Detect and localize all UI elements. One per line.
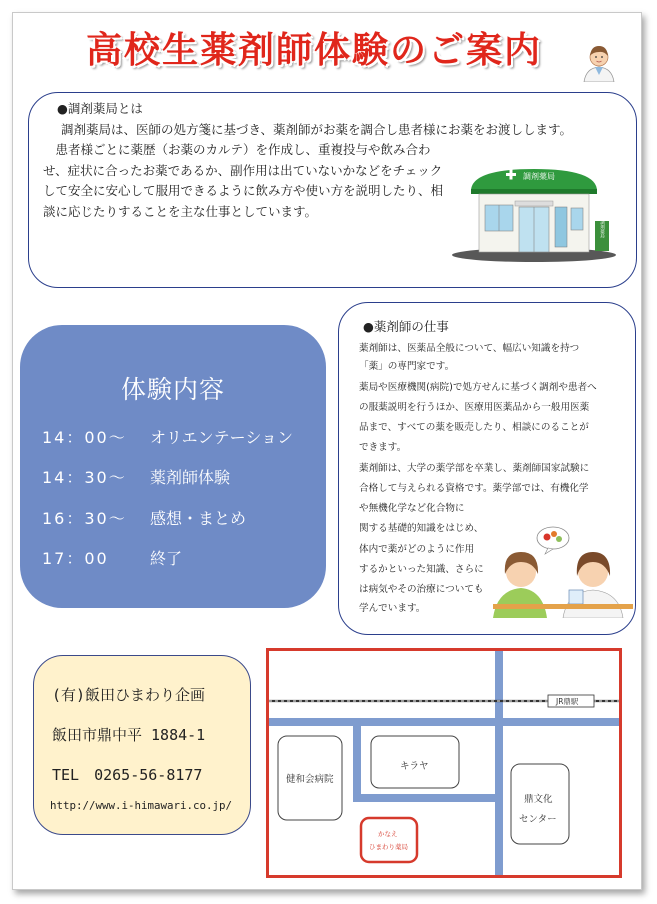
schedule-event: 薬剤師体験 xyxy=(150,468,231,487)
pharmacist-heading: ●薬剤師の仕事 xyxy=(363,319,449,334)
pharmacist-text-line: 薬剤師は、大学の薬学部を卒業し、薬剤師国家試験に xyxy=(359,463,590,474)
pharmacist-text-line: 関する基礎的知識をはじめ、 xyxy=(359,523,484,534)
store-label: キラヤ xyxy=(400,761,429,772)
pharmacist-icon xyxy=(578,40,620,82)
pharmacist-text-line: 薬局や医療機関(病院)で処方せんに基づく調剤や患者へ xyxy=(359,382,597,393)
company-website-link[interactable]: http://www.i-himawari.co.jp/ xyxy=(50,799,233,812)
pharmacy-heading: ●調剤薬局とは xyxy=(57,101,143,116)
culture-center-label-2: センター xyxy=(519,814,557,825)
pharmacist-text-line: できます。 xyxy=(359,442,407,453)
company-info-box xyxy=(33,655,251,835)
pharmacist-text-line: 合格して与えられる資格です。薬学部では、有機化学 xyxy=(359,483,589,494)
pharmacy-intro-line: 調剤薬局は、医師の処方箋に基づき、薬剤師がお薬を調合し患者様にお薬をお渡しします。 xyxy=(61,122,573,137)
pharmacy-side-sign: 調剤薬局 xyxy=(599,220,605,238)
pharmacy-sign: 調剤薬局 xyxy=(523,172,555,181)
experience-title: 体験内容 xyxy=(120,375,225,404)
schedule-row xyxy=(42,546,182,569)
pharmacist-text-line: の服薬説明を行うほか、医療用医薬品から一般用医薬 xyxy=(359,402,590,413)
schedule-event: 終了 xyxy=(150,549,183,568)
pharmacist-text-line: 薬剤師は、医薬品全般について、幅広い知識を持つ xyxy=(359,343,580,354)
pharmacist-text-line: は病気やその治療についても xyxy=(359,584,484,595)
pharmacy-info-box xyxy=(28,92,637,288)
schedule-time: 14：00～ xyxy=(42,428,127,447)
pharmacist-text-line: 品まで、すべての薬を販売したり、相談にのることが xyxy=(359,422,589,433)
pharmacist-info-box xyxy=(338,302,636,635)
page-title: 高校生薬剤師体験のご案内 xyxy=(86,30,543,71)
schedule-row xyxy=(42,465,230,488)
schedule-event: オリエンテーション xyxy=(150,428,294,447)
station-label: JR鼎駅 xyxy=(556,697,579,706)
pharmacist-text-line: するかといった知識、さらに xyxy=(359,564,484,575)
map-drawing xyxy=(266,648,622,878)
target-label-2: ひまわり薬局 xyxy=(369,843,408,851)
pharmacist-text-line: 学んでいます。 xyxy=(359,603,426,614)
access-map xyxy=(266,648,622,878)
schedule-row xyxy=(42,506,246,529)
pharmacist-text-line: 「薬」の専門家です。 xyxy=(359,361,455,372)
schedule-time: 17：00 xyxy=(42,549,109,568)
schedule-row xyxy=(42,425,293,448)
pharmacist-text-line: 体内で薬がどのように作用 xyxy=(359,544,475,555)
hospital-label: 健和会病院 xyxy=(286,774,334,785)
pharmacist-text-line: や無機化学など化合物に xyxy=(359,503,465,514)
company-address: 飯田市鼎中平 1884-1 xyxy=(52,726,206,744)
target-label-1: かなえ xyxy=(378,830,398,838)
schedule-time: 16：30～ xyxy=(42,509,127,528)
experience-schedule-box xyxy=(20,325,326,608)
company-name: (有)飯田ひまわり企画 xyxy=(52,686,206,704)
culture-center-label-1: 鼎文化 xyxy=(524,794,553,805)
schedule-time: 14：30～ xyxy=(42,468,127,487)
pharmacist-consultation-illustration xyxy=(493,518,633,618)
schedule-event: 感想・まとめ xyxy=(150,509,247,528)
pharmacy-description: 患者様ごとに薬歴（お薬のカルテ）を作成し、重複投与や飲み合わせ、症状に合ったお薬であるか、副作用は出ていないかなどをチェックして安全に安心して服用できるように飲み方や使い方を説明したり、相談に応じたりすることを主な仕事としています。 xyxy=(43,142,444,219)
company-phone: TEL 0265-56-8177 xyxy=(52,766,203,784)
pharmacy-building-illustration xyxy=(449,163,619,263)
